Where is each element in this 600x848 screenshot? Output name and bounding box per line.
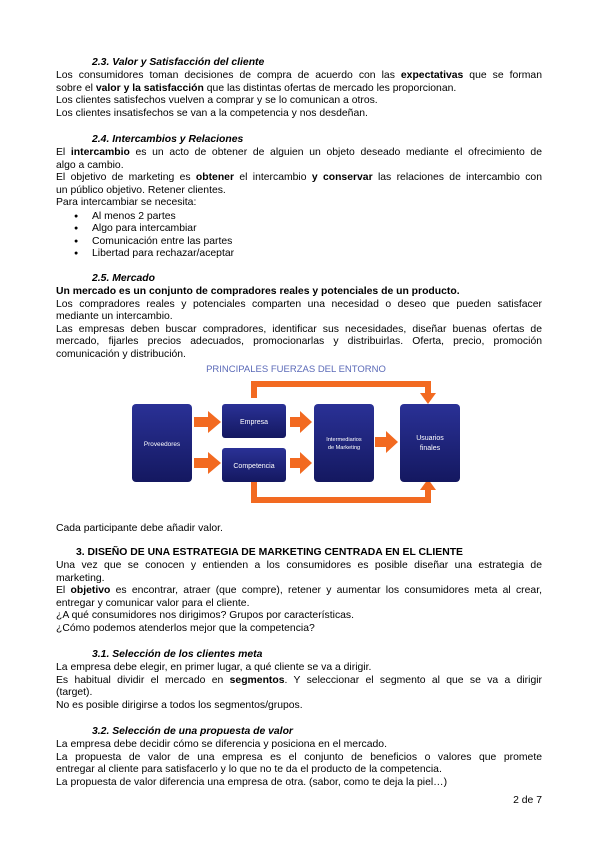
paragraph-line: entregar al cliente para satisfacerlo y lo que no te da el producto de la competencia. bbox=[56, 764, 442, 776]
heading-2-4: 2.4. Intercambios y Relaciones bbox=[92, 134, 244, 145]
paragraph-line: No es posible dirigirse a todos los segmentos/grupos. bbox=[56, 699, 303, 711]
paragraph-line: comunicación y distribución. bbox=[56, 348, 186, 360]
paragraph-line: Las empresas deben buscar compradores, identificar sus necesidades, diseñar buenas ofertas de bbox=[56, 323, 542, 335]
paragraph-line: ¿A qué consumidores nos dirigimos? Grupos por características. bbox=[56, 610, 354, 622]
heading-3: 3. DISEÑO DE UNA ESTRATEGIA DE MARKETING CENTRADA EN EL CLIENTE bbox=[76, 547, 463, 558]
box-usuarios bbox=[400, 404, 460, 482]
list-item: ● Libertad para rechazar/aceptar bbox=[74, 248, 234, 260]
paragraph-line: un público objetivo. Retener clientes. bbox=[56, 184, 226, 196]
paragraph-line: Los clientes satisfechos vuelven a comprar y se lo comunican a otros. bbox=[56, 95, 378, 107]
paragraph-line: Los consumidores toman decisiones de compra de acuerdo con las expectativas que se forman bbox=[56, 70, 542, 81]
section-2-3-body bbox=[56, 70, 542, 120]
section-3-body bbox=[56, 560, 542, 636]
paragraph-line: ¿Cómo podemos atenderlos mejor que la competencia? bbox=[56, 622, 315, 634]
diagram-title: PRINCIPALES FUERZAS DEL ENTORNO bbox=[206, 364, 386, 375]
definition-line: Un mercado es un conjunto de compradores reales y potenciales de un producto. bbox=[56, 286, 460, 297]
paragraph-line: sobre el valor y la satisfacción que las distintas ofertas de mercado les proporcionan. bbox=[56, 82, 457, 94]
arrow-competencia-intermediarios bbox=[290, 452, 312, 474]
list-item: ● Comunicación entre las partes bbox=[74, 236, 234, 248]
bottom-loop-arrow bbox=[254, 482, 428, 500]
requirements-list bbox=[74, 211, 234, 261]
paragraph-line: La empresa debe decidir cómo se diferencia y posiciona en el mercado. bbox=[56, 739, 387, 750]
label-proveedores: Proveedores bbox=[143, 441, 181, 448]
paragraph-line: El objetivo es encontrar, atraer (que compre), retener y aumentar los consumidores meta al crear, bbox=[56, 585, 542, 597]
heading-3-1: 3.1. Selección de los clientes meta bbox=[92, 649, 263, 660]
paragraph-line: marketing. bbox=[56, 572, 105, 584]
paragraph-line: Es habitual dividir el mercado en segmentos. Y seleccionar el segmento al que se va a dirigir bbox=[56, 674, 542, 686]
label-competencia: Competencia bbox=[233, 463, 275, 470]
label-empresa: Empresa bbox=[239, 419, 269, 426]
paragraph-line: (target). bbox=[56, 687, 93, 699]
label-usuarios-2: finales bbox=[419, 445, 441, 452]
paragraph-line: Para intercambiar se necesita: bbox=[56, 197, 197, 209]
arrow-intermediarios-usuarios bbox=[375, 431, 398, 453]
heading-2-5: 2.5. Mercado bbox=[92, 273, 155, 284]
top-loop-arrow bbox=[254, 384, 428, 398]
paragraph-line: algo a cambio. bbox=[56, 159, 124, 171]
label-intermediarios-2: de Marketing bbox=[327, 445, 361, 451]
paragraph-line: La propuesta de valor de una empresa es el conjunto de beneficios o valores que promete bbox=[56, 751, 542, 763]
heading-3-2: 3.2. Selección de una propuesta de valor bbox=[92, 726, 293, 737]
page-number: 2 de 7 bbox=[513, 795, 542, 806]
paragraph-line: Los compradores reales y potenciales comparten una necesidad o deseo que pueden satisfacer bbox=[56, 298, 542, 310]
section-2-4-body bbox=[56, 147, 542, 210]
paragraph-line: El intercambio es un acto de obtener de alguien un objeto deseado mediante el ofrecimiento de bbox=[56, 147, 542, 158]
diagram-svg bbox=[130, 362, 470, 522]
section-3-2-body bbox=[56, 739, 542, 789]
list-item: ● Algo para intercambiar bbox=[74, 223, 234, 235]
label-usuarios-1: Usuarios bbox=[416, 435, 444, 442]
arrow-empresa-intermediarios bbox=[290, 411, 312, 433]
paragraph-line: La empresa debe elegir, en primer lugar, a qué cliente se va a dirigir. bbox=[56, 662, 372, 673]
paragraph-line: Una vez que se conocen y entienden a los consumidores es posible diseñar una estrategia de bbox=[56, 560, 542, 571]
arrow-proveedores-empresa bbox=[194, 411, 221, 433]
paragraph-line: La propuesta de valor diferencia una empresa de otra. (sabor, como te deja la piel…) bbox=[56, 776, 448, 788]
paragraph-line: Los clientes insatisfechos se van a la competencia y nos desdeñan. bbox=[56, 107, 368, 119]
arrow-proveedores-competencia bbox=[194, 452, 221, 474]
heading-2-3: 2.3. Valor y Satisfacción del cliente bbox=[92, 57, 265, 68]
box-intermediarios bbox=[314, 404, 374, 482]
after-diagram-note: Cada participante debe añadir valor. bbox=[56, 523, 223, 534]
label-intermediarios-1: Intermediarios bbox=[326, 437, 362, 443]
list-item: ● Al menos 2 partes bbox=[74, 211, 234, 223]
paragraph-line: mercado, fijarles precios adecuados, promocionarlas y distribuirlas. Oferta, precio, promoción bbox=[56, 336, 542, 348]
paragraph-line: entregar y comunicar valor para el cliente. bbox=[56, 597, 250, 609]
environment-forces-diagram bbox=[130, 362, 470, 522]
top-loop-arrowhead bbox=[420, 393, 436, 404]
section-2-5-body bbox=[56, 286, 542, 362]
paragraph-line: El objetivo de marketing es obtener el intercambio y conservar las relaciones de intercambio con bbox=[56, 172, 542, 184]
paragraph-line: mediante un intercambio. bbox=[56, 311, 173, 323]
section-3-1-body bbox=[56, 662, 542, 712]
